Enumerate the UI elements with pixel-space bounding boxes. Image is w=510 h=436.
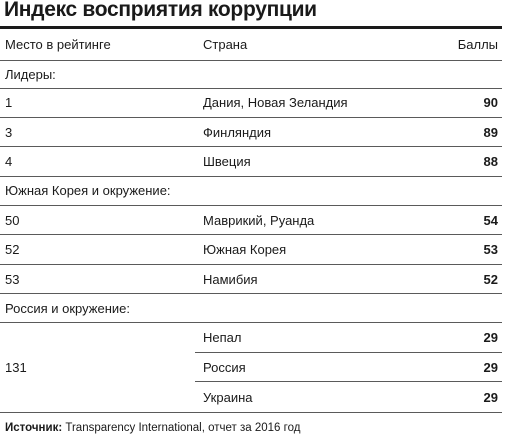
row-score: 90 — [483, 95, 498, 110]
source-note — [5, 421, 300, 435]
row-score: 29 — [483, 360, 498, 375]
divider — [195, 352, 502, 353]
header-score: Баллы — [457, 37, 498, 52]
row-country: Непал — [203, 330, 242, 345]
source-label: Источник: — [5, 422, 63, 434]
divider — [0, 234, 502, 235]
row-country: Южная Корея — [203, 242, 287, 257]
row-country: Дания, Новая Зеландия — [203, 95, 348, 110]
page-title: Индекс восприятия коррупции — [4, 0, 317, 21]
header-country: Страна — [203, 37, 248, 52]
row-country: Маврикий, Руанда — [203, 213, 315, 228]
row-rank: 52 — [5, 242, 20, 257]
divider — [0, 88, 502, 89]
group-label: Россия и окружение: — [5, 301, 130, 316]
row-rank: 1 — [5, 95, 13, 110]
divider — [0, 205, 502, 206]
row-score: 89 — [483, 125, 498, 140]
divider — [0, 264, 502, 265]
divider — [0, 176, 502, 177]
row-score: 88 — [483, 154, 498, 169]
row-rank: 4 — [5, 154, 13, 169]
divider — [0, 293, 502, 294]
divider — [0, 146, 502, 147]
title-rule — [0, 26, 502, 29]
divider — [0, 117, 502, 118]
row-rank: 53 — [5, 272, 20, 287]
divider — [0, 60, 502, 61]
row-country: Финляндия — [203, 125, 272, 140]
group-label: Лидеры: — [5, 67, 56, 82]
row-score: 54 — [483, 213, 498, 228]
row-score: 29 — [483, 330, 498, 345]
header-rank: Место в рейтинге — [5, 37, 111, 52]
shared-rank: 131 — [5, 360, 27, 375]
row-score: 53 — [483, 242, 498, 257]
row-rank: 50 — [5, 213, 20, 228]
row-score: 29 — [483, 390, 498, 405]
divider — [0, 412, 502, 413]
row-score: 52 — [483, 272, 498, 287]
source-text: Transparency International, отчет за 2016 год — [62, 422, 301, 434]
divider — [195, 381, 502, 382]
row-country: Россия — [203, 360, 246, 375]
row-country: Швеция — [203, 154, 251, 169]
row-rank: 3 — [5, 125, 13, 140]
divider — [0, 322, 502, 323]
group-label: Южная Корея и окружение: — [5, 183, 171, 198]
row-country: Украина — [203, 390, 253, 405]
row-country: Намибия — [203, 272, 258, 287]
